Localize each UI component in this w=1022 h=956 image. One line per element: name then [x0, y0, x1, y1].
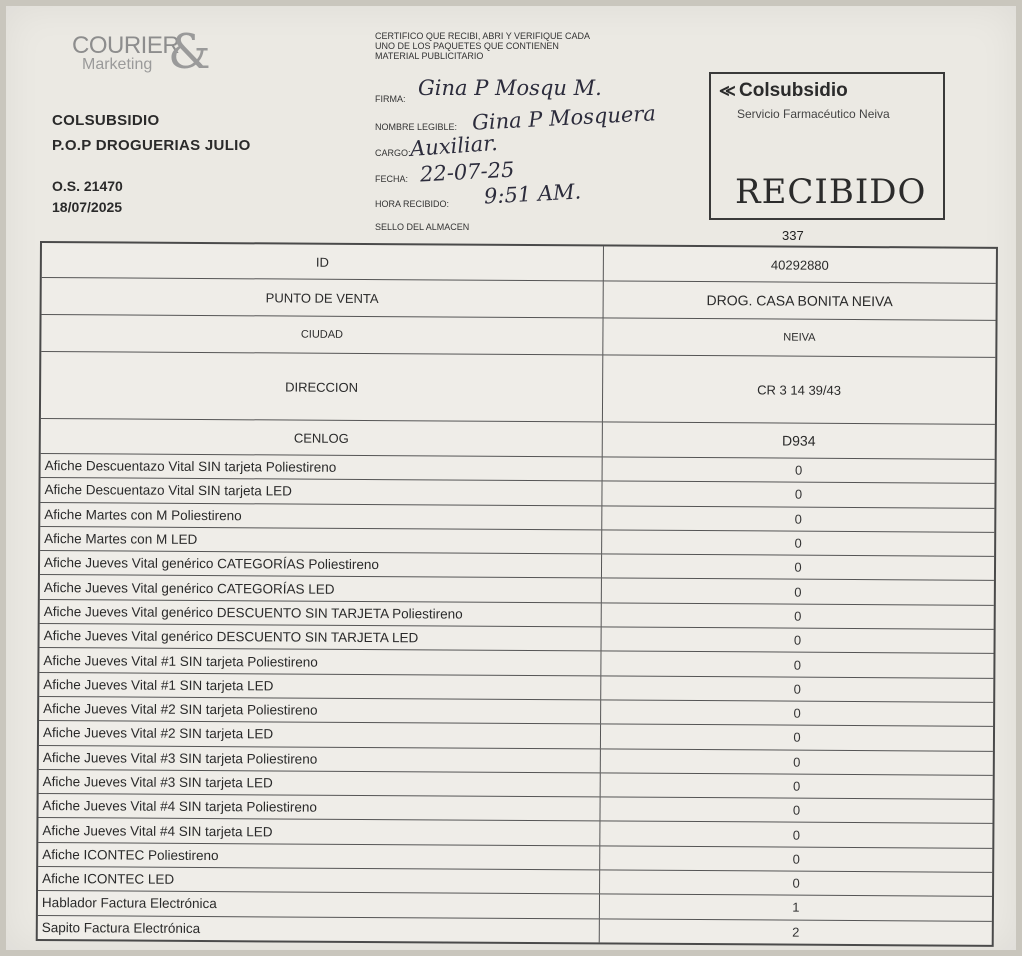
ciudad-value: NEIVA [783, 331, 816, 344]
nombre-label: NOMBRE LEGIBLE: [375, 122, 458, 132]
fecha-value: 22-07-25 [419, 157, 515, 187]
item-name: Afiche Jueves Vital genérico CATEGORÍAS LED [40, 575, 602, 602]
item-name: Sapito Factura Electrónica [38, 916, 600, 943]
direccion-label: DIRECCION [41, 352, 603, 421]
item-qty: 0 [794, 535, 802, 551]
logo-word-marketing: Marketing [82, 56, 153, 73]
ciudad-label: CIUDAD [41, 315, 603, 354]
item-qty: 1 [792, 900, 800, 916]
sello-label: SELLO DEL ALMACEN [375, 222, 470, 232]
item-qty: 0 [794, 462, 803, 478]
item-name: Afiche Martes con M Poliestireno [40, 503, 602, 530]
courier-marketing-logo [66, 24, 216, 82]
item-name: Afiche ICONTEC Poliestireno [38, 843, 600, 870]
pdv-label: PUNTO DE VENTA [42, 278, 604, 317]
item-name: Afiche Jueves Vital genérico DESCUENTO SIN TARJETA Poliestireno [40, 600, 602, 627]
item-name: Afiche Jueves Vital #4 SIN tarjeta LED [38, 818, 600, 845]
firma-label: FIRMA: [375, 94, 406, 104]
received-stamp [709, 72, 945, 220]
item-qty: 0 [794, 487, 803, 503]
item-qty: 2 [792, 924, 800, 940]
certification-text: CERTIFICO QUE RECIBI, ABRI Y VERIFIQUE CADA UNO DE LOS PAQUETES QUE CONTIENEN MATERIAL PUBLICITARIO [375, 31, 590, 61]
stamp-brand: Colsubsidio [739, 80, 848, 101]
item-name: Afiche Jueves Vital #4 SIN tarjeta Poliestireno [38, 794, 600, 821]
id-value: 40292880 [770, 256, 829, 273]
item-name: Afiche Descuentazo Vital SIN tarjeta LED [40, 478, 602, 505]
item-name: Afiche Jueves Vital #2 SIN tarjeta LED [39, 721, 601, 748]
item-qty: 0 [792, 827, 801, 843]
item-name: Afiche Jueves Vital #1 SIN tarjeta LED [39, 673, 601, 700]
cenlog-value: D934 [782, 432, 816, 449]
item-qty: 0 [793, 657, 802, 673]
item-name: Afiche ICONTEC LED [38, 867, 600, 894]
item-name: Afiche Jueves Vital #2 SIN tarjeta Poliestireno [39, 697, 601, 724]
client-name: COLSUBSIDIO [52, 112, 160, 129]
order-block [52, 176, 123, 218]
item-name: Hablador Factura Electrónica [38, 891, 600, 918]
item-qty: 0 [792, 875, 800, 891]
hora-value: 9:51 AM. [483, 179, 582, 209]
row-id [42, 243, 996, 284]
item-name: Afiche Descuentazo Vital SIN tarjeta Poliestireno [41, 454, 603, 481]
stamp-status: RECIBIDO [735, 172, 927, 212]
item-qty: 0 [794, 584, 802, 600]
stamp-service: Servicio Farmacéutico Neiva [737, 107, 890, 121]
pdv-value: DROG. CASA BONITA NEIVA [706, 292, 893, 310]
cargo-label: CARGO: [375, 148, 411, 158]
row-direccion [41, 352, 995, 425]
item-qty: 0 [793, 754, 801, 770]
document-sheet [6, 6, 1016, 950]
item-qty: 0 [793, 730, 801, 746]
direccion-value: CR 3 14 39/43 [757, 381, 842, 398]
item-name: Afiche Jueves Vital genérico DESCUENTO SIN TARJETA LED [40, 624, 602, 651]
hora-label: HORA RECIBIDO: [375, 199, 450, 209]
logo-ampersand: & [168, 24, 211, 80]
cenlog-label: CENLOG [41, 419, 603, 456]
colsubsidio-logo-icon: ≪ [719, 83, 736, 100]
item-qty: 0 [794, 559, 802, 575]
id-label: ID [42, 243, 604, 280]
delivery-table [36, 241, 998, 947]
item-qty: 0 [792, 802, 801, 818]
logo-word-courier: COURIER [72, 32, 180, 59]
item-name: Afiche Martes con M LED [40, 527, 602, 554]
item-qty: 0 [793, 681, 801, 697]
item-name: Afiche Jueves Vital #3 SIN tarjeta Poliestireno [39, 746, 601, 773]
row-punto-de-venta [42, 278, 996, 321]
order-number: O.S. 21470 [52, 178, 123, 194]
fecha-label: FECHA: [375, 174, 409, 184]
nombre-value: Gina P Mosquera [471, 101, 657, 135]
row-cenlog [41, 419, 995, 460]
order-date: 18/07/2025 [52, 199, 123, 215]
sheet-number: 337 [782, 228, 804, 243]
item-qty: 0 [794, 511, 802, 527]
table-row [38, 916, 992, 945]
firma-signature: Gina P Mosqu M. [418, 76, 602, 100]
item-qty: 0 [792, 851, 800, 867]
item-qty: 0 [793, 632, 802, 648]
item-qty: 0 [794, 608, 802, 624]
item-name: Afiche Jueves Vital #3 SIN tarjeta LED [39, 770, 601, 797]
row-ciudad [41, 315, 995, 358]
item-qty: 0 [793, 705, 801, 721]
item-name: Afiche Jueves Vital #1 SIN tarjeta Poliestireno [39, 648, 601, 675]
item-qty: 0 [793, 778, 801, 794]
item-name: Afiche Jueves Vital genérico CATEGORÍAS Poliestireno [40, 551, 602, 578]
client-campaign: P.O.P DROGUERIAS JULIO [52, 137, 251, 154]
client-block [52, 108, 251, 158]
cargo-value: Auxiliar. [409, 130, 499, 162]
